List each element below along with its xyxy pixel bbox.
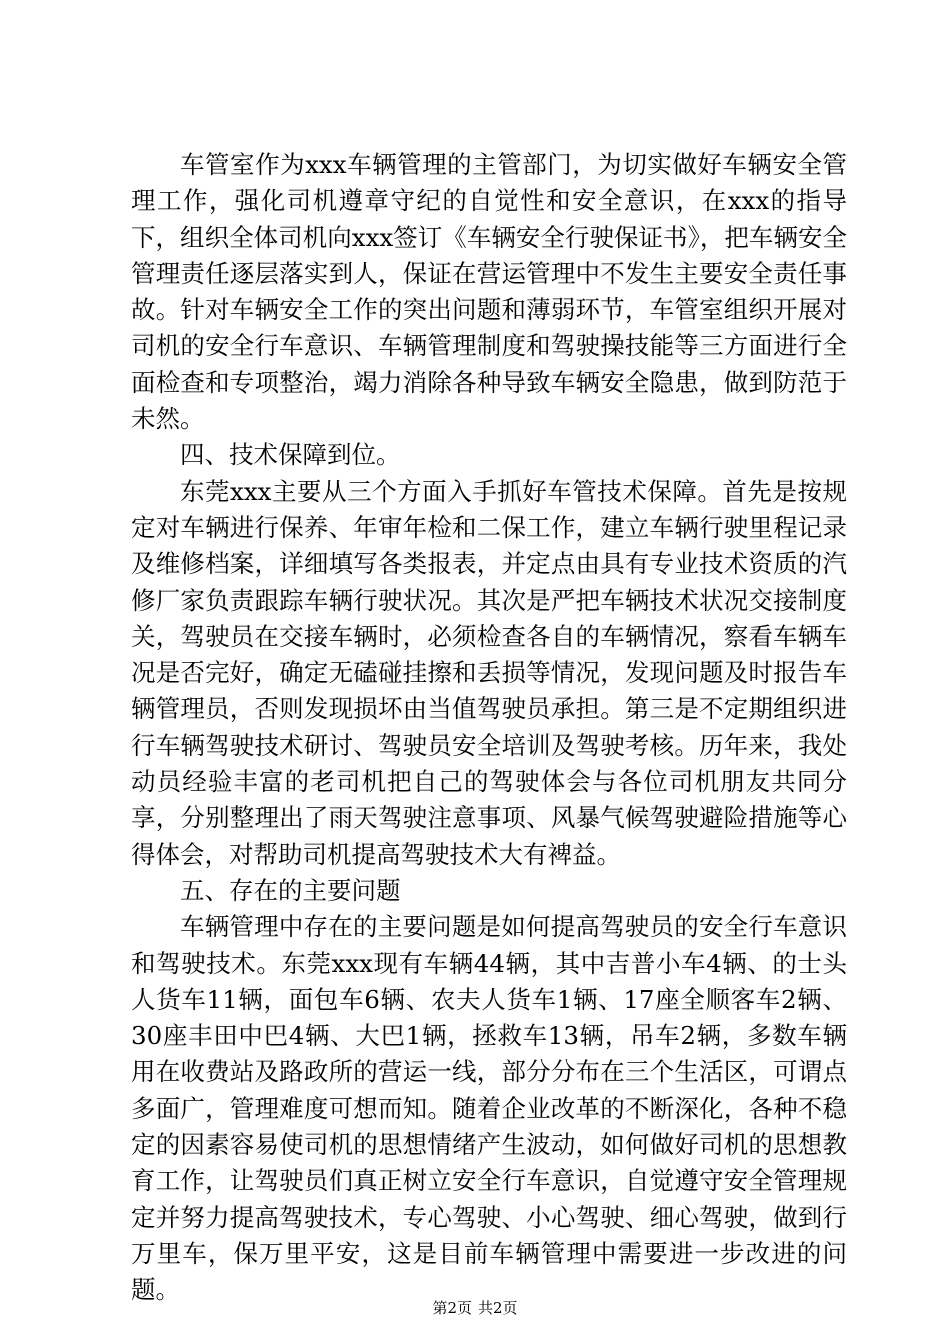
page-footer <box>0 1298 950 1318</box>
heading-technical-support: 四、技术保障到位。 <box>180 440 401 470</box>
paragraph-technical-support: 东莞xxx主要从三个方面入手抓好车管技术保障。首先是按规定对车辆进行保养、年审年检和二保工作，建立车辆行驶里程记录及维修档案，详细填写各类报表，并定点由具有专业技术资质的汽修厂家负责跟踪车辆行驶状况。其次是严把车辆技术状况交接制度关，驾驶员在交接车辆时，必须检查各自的车辆情况，察看车辆车况是否完好，确定无磕碰挂擦和丢损等情况，发现问题及时报告车辆管理员，否则发现损坏由当值驾驶员承担。第三是不定期组织进行车辆驾驶技术研讨、驾驶员安全培训及驾驶考核。历年来，我处动员经验丰富的老司机把自己的驾驶体会与各位司机朋友共同分享，分别整理出了雨天驾驶注意事项、风暴气候驾驶避险措施等心得体会，对帮助司机提高驾驶技术大有裨益。 <box>131 476 847 869</box>
paragraph-vehicle-office: 车管室作为xxx车辆管理的主管部门，为切实做好车辆安全管理工作，强化司机遵章守纪的自觉性和安全意识，在xxx的指导下，组织全体司机向xxx签订《车辆安全行驶保证书》，把车辆安全管理责任逐层落实到人，保证在营运管理中不发生主要安全责任事故。针对车辆安全工作的突出问题和薄弱环节，车管室组织开展对司机的安全行车意识、车辆管理制度和驾驶操技能等三方面进行全面检查和专项整治，竭力消除各种导致车辆安全隐患，做到防范于未然。 <box>131 150 847 434</box>
document-body <box>131 147 847 1309</box>
paragraph-main-problems: 车辆管理中存在的主要问题是如何提高驾驶员的安全行车意识和驾驶技术。东莞xxx现有车辆44辆，其中吉普小车4辆、的士头人货车11辆，面包车6辆、农夫人货车1辆、17座全顺客车2辆、30座丰田中巴4辆、大巴1辆，拯救车13辆，吊车2辆，多数车辆用在收费站及路政所的营运一线，部分分布在三个生活区，可谓点多面广，管理难度可想而知。随着企业改革的不断深化，各种不稳定的因素容易使司机的思想情绪产生波动，如何做好司机的思想教育工作，让驾驶员们真正树立安全行车意识，自觉遵守安全管理规定并努力提高驾驶技术，专心驾驶、小心驾驶、细心驾驶，做到行万里车，保万里平安，这是目前车辆管理中需要进一步改进的问题。 <box>131 912 847 1305</box>
page-number: 第2页 <box>432 1299 472 1317</box>
page-total: 共2页 <box>478 1299 518 1317</box>
heading-main-problems: 五、存在的主要问题 <box>180 875 401 905</box>
